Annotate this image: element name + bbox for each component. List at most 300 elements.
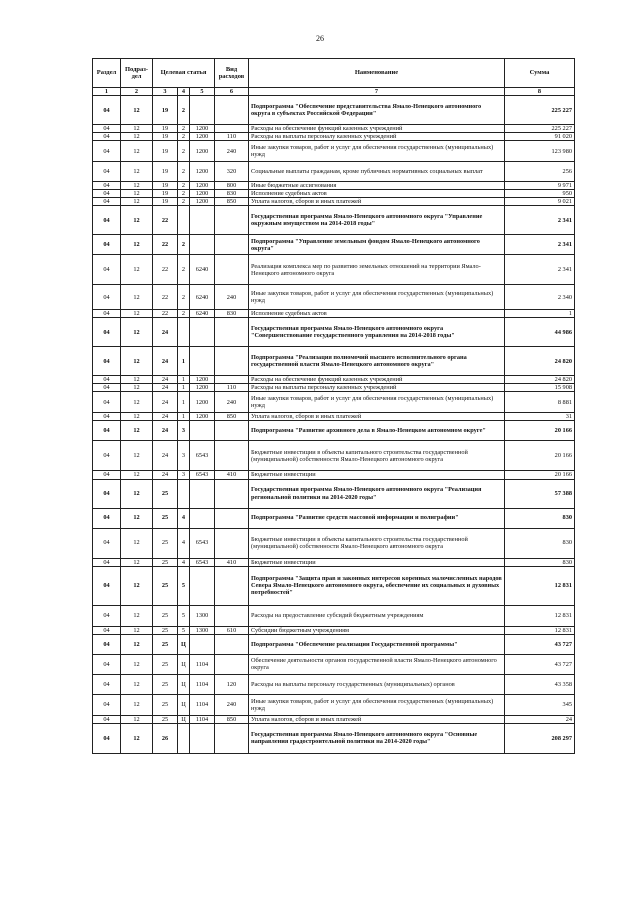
celevaya-code-cell bbox=[190, 421, 215, 441]
podrazdel-cell: 12 bbox=[121, 654, 153, 674]
table-row bbox=[93, 605, 575, 626]
celevaya-code-cell: 6543 bbox=[190, 528, 215, 558]
column-number: 3 bbox=[153, 88, 178, 96]
summa-cell: 2 341 bbox=[505, 255, 575, 285]
vid-rashodov-cell: 800 bbox=[215, 182, 249, 190]
table-row bbox=[93, 715, 575, 723]
celevaya-code-cell: 1200 bbox=[190, 182, 215, 190]
celevaya-s-cell: 3 bbox=[178, 471, 190, 479]
celevaya-code-cell: 1200 bbox=[190, 384, 215, 392]
podrazdel-cell: 12 bbox=[121, 318, 153, 347]
celevaya-code-cell: 6240 bbox=[190, 285, 215, 310]
naimenovanie-cell: Уплата налогов, сборов и иных платежей bbox=[249, 715, 505, 723]
table-body bbox=[93, 96, 575, 754]
celevaya-s-cell: 5 bbox=[178, 626, 190, 634]
summa-cell: 24 bbox=[505, 715, 575, 723]
summa-cell: 20 166 bbox=[505, 441, 575, 471]
naimenovanie-cell: Бюджетные инвестиции bbox=[249, 471, 505, 479]
table-row bbox=[93, 133, 575, 141]
podrazdel-cell: 12 bbox=[121, 528, 153, 558]
summa-cell: 225 227 bbox=[505, 96, 575, 125]
razdel-cell: 04 bbox=[93, 206, 121, 235]
podrazdel-cell: 12 bbox=[121, 133, 153, 141]
vid-rashodov-cell: 110 bbox=[215, 384, 249, 392]
celevaya-code-cell bbox=[190, 634, 215, 654]
celevaya-a-cell: 22 bbox=[153, 235, 178, 255]
podrazdel-cell: 12 bbox=[121, 508, 153, 528]
summa-cell: 830 bbox=[505, 528, 575, 558]
celevaya-a-cell: 25 bbox=[153, 566, 178, 605]
naimenovanie-cell: Подпрограмма "Развитие средств массовой информации и полиграфии" bbox=[249, 508, 505, 528]
celevaya-a-cell: 24 bbox=[153, 471, 178, 479]
celevaya-code-cell: 1200 bbox=[190, 392, 215, 413]
celevaya-a-cell: 19 bbox=[153, 96, 178, 125]
summa-cell: 12 831 bbox=[505, 605, 575, 626]
vid-rashodov-cell: 410 bbox=[215, 471, 249, 479]
celevaya-a-cell: 25 bbox=[153, 634, 178, 654]
summa-cell: 12 831 bbox=[505, 566, 575, 605]
celevaya-code-cell bbox=[190, 347, 215, 376]
celevaya-a-cell: 25 bbox=[153, 528, 178, 558]
celevaya-s-cell: 3 bbox=[178, 441, 190, 471]
celevaya-s-cell: 2 bbox=[178, 255, 190, 285]
razdel-cell: 04 bbox=[93, 413, 121, 421]
celevaya-s-cell: 2 bbox=[178, 235, 190, 255]
celevaya-s-cell bbox=[178, 318, 190, 347]
celevaya-code-cell: 1104 bbox=[190, 694, 215, 715]
naimenovanie-cell: Социальные выплаты гражданам, кроме публичных нормативных социальных выплат bbox=[249, 162, 505, 182]
razdel-cell: 04 bbox=[93, 558, 121, 566]
razdel-cell: 04 bbox=[93, 634, 121, 654]
naimenovanie-cell: Подпрограмма "Управление земельным фондом Ямало-Ненецкого автономного округа" bbox=[249, 235, 505, 255]
celevaya-a-cell: 24 bbox=[153, 392, 178, 413]
summa-cell: 31 bbox=[505, 413, 575, 421]
razdel-cell: 04 bbox=[93, 674, 121, 694]
razdel-cell: 04 bbox=[93, 285, 121, 310]
celevaya-a-cell: 25 bbox=[153, 558, 178, 566]
razdel-cell: 04 bbox=[93, 125, 121, 133]
vid-rashodov-cell bbox=[215, 723, 249, 753]
column-number-row bbox=[93, 88, 575, 96]
table-row bbox=[93, 384, 575, 392]
naimenovanie-cell: Государственная программа Ямало-Ненецкого автономного округа "Основные направления градостроительной политики на 2014-2020 годы" bbox=[249, 723, 505, 753]
summa-cell: 20 166 bbox=[505, 471, 575, 479]
summa-cell: 208 297 bbox=[505, 723, 575, 753]
summa-cell: 9 021 bbox=[505, 198, 575, 206]
table-row bbox=[93, 674, 575, 694]
header-row bbox=[93, 59, 575, 88]
celevaya-a-cell: 22 bbox=[153, 255, 178, 285]
celevaya-s-cell bbox=[178, 723, 190, 753]
column-number: 5 bbox=[190, 88, 215, 96]
column-number: 6 bbox=[215, 88, 249, 96]
celevaya-s-cell bbox=[178, 206, 190, 235]
naimenovanie-cell: Исполнение судебных актов bbox=[249, 190, 505, 198]
celevaya-s-cell: Ц bbox=[178, 694, 190, 715]
celevaya-a-cell: 19 bbox=[153, 162, 178, 182]
podrazdel-cell: 12 bbox=[121, 310, 153, 318]
razdel-cell: 04 bbox=[93, 723, 121, 753]
podrazdel-cell: 12 bbox=[121, 694, 153, 715]
naimenovanie-cell: Подпрограмма "Защита прав и законных интересов коренных малочисленных народов Севера Ямало-Ненецкого автономного округа, обеспечение их социальных и духовных потребностей" bbox=[249, 566, 505, 605]
vid-rashodov-cell: 830 bbox=[215, 190, 249, 198]
podrazdel-cell: 12 bbox=[121, 125, 153, 133]
celevaya-a-cell: 24 bbox=[153, 376, 178, 384]
summa-cell: 24 820 bbox=[505, 376, 575, 384]
vid-rashodov-cell: 410 bbox=[215, 558, 249, 566]
vid-rashodov-cell: 610 bbox=[215, 626, 249, 634]
celevaya-s-cell: 2 bbox=[178, 285, 190, 310]
razdel-cell: 04 bbox=[93, 479, 121, 508]
celevaya-a-cell: 25 bbox=[153, 508, 178, 528]
naimenovanie-cell: Уплата налогов, сборов и иных платежей bbox=[249, 198, 505, 206]
podrazdel-cell: 12 bbox=[121, 162, 153, 182]
celevaya-s-cell: 2 bbox=[178, 96, 190, 125]
podrazdel-cell: 12 bbox=[121, 285, 153, 310]
table-row bbox=[93, 471, 575, 479]
table-row bbox=[93, 634, 575, 654]
celevaya-code-cell: 1300 bbox=[190, 626, 215, 634]
razdel-cell: 04 bbox=[93, 471, 121, 479]
celevaya-s-cell bbox=[178, 479, 190, 508]
celevaya-a-cell: 22 bbox=[153, 206, 178, 235]
summa-cell: 24 820 bbox=[505, 347, 575, 376]
celevaya-a-cell: 24 bbox=[153, 421, 178, 441]
summa-cell: 91 020 bbox=[505, 133, 575, 141]
celevaya-a-cell: 19 bbox=[153, 198, 178, 206]
vid-rashodov-cell bbox=[215, 206, 249, 235]
celevaya-a-cell: 25 bbox=[153, 626, 178, 634]
podrazdel-cell: 12 bbox=[121, 674, 153, 694]
table-row bbox=[93, 479, 575, 508]
header-razdel: Раздел bbox=[93, 59, 121, 88]
header-naimenovanie: Наименование bbox=[249, 59, 505, 88]
celevaya-s-cell: 1 bbox=[178, 413, 190, 421]
celevaya-s-cell: 4 bbox=[178, 528, 190, 558]
celevaya-code-cell: 1104 bbox=[190, 715, 215, 723]
razdel-cell: 04 bbox=[93, 198, 121, 206]
celevaya-s-cell: 5 bbox=[178, 566, 190, 605]
podrazdel-cell: 12 bbox=[121, 376, 153, 384]
table-row bbox=[93, 162, 575, 182]
vid-rashodov-cell bbox=[215, 479, 249, 508]
celevaya-a-cell: 25 bbox=[153, 605, 178, 626]
vid-rashodov-cell bbox=[215, 605, 249, 626]
celevaya-s-cell: Ц bbox=[178, 674, 190, 694]
celevaya-a-cell: 19 bbox=[153, 190, 178, 198]
celevaya-s-cell: 2 bbox=[178, 182, 190, 190]
razdel-cell: 04 bbox=[93, 190, 121, 198]
naimenovanie-cell: Подпрограмма "Обеспечение представительства Ямало-Ненецкого автономного округа в субъектах Российской Федерации" bbox=[249, 96, 505, 125]
celevaya-a-cell: 19 bbox=[153, 141, 178, 162]
header-podrazdel: Подраз-дел bbox=[121, 59, 153, 88]
vid-rashodov-cell: 240 bbox=[215, 392, 249, 413]
celevaya-s-cell: 2 bbox=[178, 133, 190, 141]
celevaya-a-cell: 24 bbox=[153, 347, 178, 376]
naimenovanie-cell: Подпрограмма "Обеспечение реализации Государственной программы" bbox=[249, 634, 505, 654]
table-row bbox=[93, 190, 575, 198]
table-row bbox=[93, 413, 575, 421]
table-row bbox=[93, 141, 575, 162]
column-number: 2 bbox=[121, 88, 153, 96]
celevaya-s-cell: 2 bbox=[178, 198, 190, 206]
summa-cell: 225 227 bbox=[505, 125, 575, 133]
naimenovanie-cell: Иные закупки товаров, работ и услуг для обеспечения государственных (муниципальных) нужд bbox=[249, 141, 505, 162]
razdel-cell: 04 bbox=[93, 566, 121, 605]
razdel-cell: 04 bbox=[93, 96, 121, 125]
razdel-cell: 04 bbox=[93, 508, 121, 528]
celevaya-code-cell bbox=[190, 206, 215, 235]
vid-rashodov-cell: 320 bbox=[215, 162, 249, 182]
summa-cell: 830 bbox=[505, 508, 575, 528]
table-row bbox=[93, 376, 575, 384]
vid-rashodov-cell: 830 bbox=[215, 310, 249, 318]
summa-cell: 2 341 bbox=[505, 206, 575, 235]
budget-table bbox=[92, 58, 575, 754]
naimenovanie-cell: Государственная программа Ямало-Ненецкого автономного округа "Управление окружным имуществом на 2014-2018 годы" bbox=[249, 206, 505, 235]
vid-rashodov-cell: 240 bbox=[215, 141, 249, 162]
table-row bbox=[93, 285, 575, 310]
summa-cell: 256 bbox=[505, 162, 575, 182]
naimenovanie-cell: Расходы на выплаты персоналу казенных учреждений bbox=[249, 133, 505, 141]
naimenovanie-cell: Иные бюджетные ассигнования bbox=[249, 182, 505, 190]
table-row bbox=[93, 723, 575, 753]
summa-cell: 43 727 bbox=[505, 654, 575, 674]
celevaya-s-cell: Ц bbox=[178, 654, 190, 674]
podrazdel-cell: 12 bbox=[121, 723, 153, 753]
razdel-cell: 04 bbox=[93, 626, 121, 634]
table-row bbox=[93, 654, 575, 674]
celevaya-code-cell: 6543 bbox=[190, 558, 215, 566]
vid-rashodov-cell: 240 bbox=[215, 285, 249, 310]
celevaya-code-cell bbox=[190, 235, 215, 255]
celevaya-s-cell: 2 bbox=[178, 162, 190, 182]
celevaya-a-cell: 24 bbox=[153, 384, 178, 392]
vid-rashodov-cell bbox=[215, 125, 249, 133]
podrazdel-cell: 12 bbox=[121, 255, 153, 285]
summa-cell: 345 bbox=[505, 694, 575, 715]
table-row bbox=[93, 694, 575, 715]
summa-cell: 2 340 bbox=[505, 285, 575, 310]
podrazdel-cell: 12 bbox=[121, 198, 153, 206]
naimenovanie-cell: Уплата налогов, сборов и иных платежей bbox=[249, 413, 505, 421]
celevaya-code-cell: 6543 bbox=[190, 471, 215, 479]
celevaya-a-cell: 24 bbox=[153, 413, 178, 421]
razdel-cell: 04 bbox=[93, 715, 121, 723]
celevaya-code-cell: 1300 bbox=[190, 605, 215, 626]
razdel-cell: 04 bbox=[93, 162, 121, 182]
table-row bbox=[93, 235, 575, 255]
celevaya-a-cell: 24 bbox=[153, 318, 178, 347]
razdel-cell: 04 bbox=[93, 318, 121, 347]
razdel-cell: 04 bbox=[93, 528, 121, 558]
naimenovanie-cell: Расходы на выплаты персоналу государственных (муниципальных) органов bbox=[249, 674, 505, 694]
podrazdel-cell: 12 bbox=[121, 479, 153, 508]
naimenovanie-cell: Расходы на предоставление субсидий бюджетным учреждениям bbox=[249, 605, 505, 626]
celevaya-a-cell: 25 bbox=[153, 694, 178, 715]
table-row bbox=[93, 198, 575, 206]
celevaya-code-cell: 1200 bbox=[190, 125, 215, 133]
celevaya-s-cell: 1 bbox=[178, 347, 190, 376]
celevaya-a-cell: 26 bbox=[153, 723, 178, 753]
podrazdel-cell: 12 bbox=[121, 141, 153, 162]
naimenovanie-cell: Исполнение судебных актов bbox=[249, 310, 505, 318]
podrazdel-cell: 12 bbox=[121, 626, 153, 634]
summa-cell: 830 bbox=[505, 558, 575, 566]
table-row bbox=[93, 626, 575, 634]
vid-rashodov-cell: 850 bbox=[215, 198, 249, 206]
celevaya-code-cell: 1104 bbox=[190, 674, 215, 694]
celevaya-code-cell: 1104 bbox=[190, 654, 215, 674]
celevaya-a-cell: 19 bbox=[153, 133, 178, 141]
celevaya-s-cell: 2 bbox=[178, 190, 190, 198]
celevaya-s-cell: 1 bbox=[178, 376, 190, 384]
razdel-cell: 04 bbox=[93, 376, 121, 384]
razdel-cell: 04 bbox=[93, 654, 121, 674]
table-row bbox=[93, 347, 575, 376]
table-row bbox=[93, 182, 575, 190]
table-row bbox=[93, 206, 575, 235]
celevaya-s-cell: 1 bbox=[178, 392, 190, 413]
celevaya-s-cell: 2 bbox=[178, 125, 190, 133]
table-row bbox=[93, 558, 575, 566]
celevaya-a-cell: 25 bbox=[153, 479, 178, 508]
razdel-cell: 04 bbox=[93, 141, 121, 162]
celevaya-a-cell: 24 bbox=[153, 441, 178, 471]
celevaya-s-cell: Ц bbox=[178, 715, 190, 723]
vid-rashodov-cell bbox=[215, 634, 249, 654]
celevaya-s-cell: 4 bbox=[178, 508, 190, 528]
summa-cell: 2 341 bbox=[505, 235, 575, 255]
table-row bbox=[93, 96, 575, 125]
razdel-cell: 04 bbox=[93, 235, 121, 255]
vid-rashodov-cell bbox=[215, 566, 249, 605]
naimenovanie-cell: Иные закупки товаров, работ и услуг для обеспечения государственных (муниципальных) нужд bbox=[249, 694, 505, 715]
naimenovanie-cell: Расходы на обеспечение функций казенных учреждений bbox=[249, 376, 505, 384]
vid-rashodov-cell bbox=[215, 654, 249, 674]
naimenovanie-cell: Расходы на выплаты персоналу казенных учреждений bbox=[249, 384, 505, 392]
column-number: 7 bbox=[249, 88, 505, 96]
vid-rashodov-cell bbox=[215, 528, 249, 558]
razdel-cell: 04 bbox=[93, 441, 121, 471]
razdel-cell: 04 bbox=[93, 182, 121, 190]
summa-cell: 1 bbox=[505, 310, 575, 318]
vid-rashodov-cell bbox=[215, 255, 249, 285]
celevaya-a-cell: 19 bbox=[153, 125, 178, 133]
vid-rashodov-cell bbox=[215, 96, 249, 125]
celevaya-a-cell: 25 bbox=[153, 654, 178, 674]
celevaya-a-cell: 19 bbox=[153, 182, 178, 190]
celevaya-a-cell: 25 bbox=[153, 674, 178, 694]
naimenovanie-cell: Иные закупки товаров, работ и услуг для обеспечения государственных (муниципальных) нужд bbox=[249, 285, 505, 310]
table-row bbox=[93, 421, 575, 441]
celevaya-code-cell: 1200 bbox=[190, 162, 215, 182]
celevaya-code-cell: 6240 bbox=[190, 310, 215, 318]
razdel-cell: 04 bbox=[93, 347, 121, 376]
summa-cell: 123 980 bbox=[505, 141, 575, 162]
naimenovanie-cell: Подпрограмма "Развитие архивного дела в Ямало-Ненецком автономном округе" bbox=[249, 421, 505, 441]
podrazdel-cell: 12 bbox=[121, 190, 153, 198]
column-number: 8 bbox=[505, 88, 575, 96]
razdel-cell: 04 bbox=[93, 694, 121, 715]
summa-cell: 8 881 bbox=[505, 392, 575, 413]
celevaya-code-cell: 1200 bbox=[190, 190, 215, 198]
razdel-cell: 04 bbox=[93, 605, 121, 626]
naimenovanie-cell: Бюджетные инвестиции в объекты капитального строительства государственной (муниципальной) собственности Ямало-Ненецкого автономного округа bbox=[249, 441, 505, 471]
naimenovanie-cell: Обеспечение деятельности органов государственной власти Ямало-Ненецкого автономного округа bbox=[249, 654, 505, 674]
razdel-cell: 04 bbox=[93, 384, 121, 392]
celevaya-code-cell: 1200 bbox=[190, 133, 215, 141]
naimenovanie-cell: Расходы на обеспечение функций казенных учреждений bbox=[249, 125, 505, 133]
razdel-cell: 04 bbox=[93, 392, 121, 413]
celevaya-code-cell: 1200 bbox=[190, 413, 215, 421]
vid-rashodov-cell bbox=[215, 235, 249, 255]
razdel-cell: 04 bbox=[93, 133, 121, 141]
vid-rashodov-cell: 850 bbox=[215, 413, 249, 421]
podrazdel-cell: 12 bbox=[121, 421, 153, 441]
summa-cell: 9 971 bbox=[505, 182, 575, 190]
podrazdel-cell: 12 bbox=[121, 634, 153, 654]
podrazdel-cell: 12 bbox=[121, 441, 153, 471]
vid-rashodov-cell: 850 bbox=[215, 715, 249, 723]
podrazdel-cell: 12 bbox=[121, 715, 153, 723]
summa-cell: 43 727 bbox=[505, 634, 575, 654]
summa-cell: 20 166 bbox=[505, 421, 575, 441]
vid-rashodov-cell bbox=[215, 508, 249, 528]
table-row bbox=[93, 528, 575, 558]
naimenovanie-cell: Подпрограмма "Реализация полномочий высшего исполнительного органа государственной власти Ямало-Ненецкого автономного округа" bbox=[249, 347, 505, 376]
table-row bbox=[93, 255, 575, 285]
podrazdel-cell: 12 bbox=[121, 384, 153, 392]
celevaya-s-cell: 2 bbox=[178, 141, 190, 162]
celevaya-code-cell: 1200 bbox=[190, 141, 215, 162]
vid-rashodov-cell bbox=[215, 376, 249, 384]
table-row bbox=[93, 310, 575, 318]
header-summa: Сумма bbox=[505, 59, 575, 88]
podrazdel-cell: 12 bbox=[121, 347, 153, 376]
vid-rashodov-cell bbox=[215, 421, 249, 441]
summa-cell: 15 908 bbox=[505, 384, 575, 392]
razdel-cell: 04 bbox=[93, 310, 121, 318]
celevaya-code-cell: 1200 bbox=[190, 376, 215, 384]
header-vid-rashodov: Вид расходов bbox=[215, 59, 249, 88]
page-number: 26 bbox=[316, 34, 324, 43]
summa-cell: 43 358 bbox=[505, 674, 575, 694]
table-row bbox=[93, 508, 575, 528]
celevaya-s-cell: 1 bbox=[178, 384, 190, 392]
celevaya-a-cell: 22 bbox=[153, 285, 178, 310]
table-row bbox=[93, 566, 575, 605]
celevaya-s-cell: Ц bbox=[178, 634, 190, 654]
celevaya-code-cell: 6240 bbox=[190, 255, 215, 285]
podrazdel-cell: 12 bbox=[121, 471, 153, 479]
summa-cell: 950 bbox=[505, 190, 575, 198]
celevaya-code-cell: 1200 bbox=[190, 198, 215, 206]
podrazdel-cell: 12 bbox=[121, 566, 153, 605]
celevaya-code-cell: 6543 bbox=[190, 441, 215, 471]
naimenovanie-cell: Государственная программа Ямало-Ненецкого автономного округа "Совершенствование государственного управления на 2014-2018 годы" bbox=[249, 318, 505, 347]
celevaya-s-cell: 2 bbox=[178, 310, 190, 318]
vid-rashodov-cell bbox=[215, 318, 249, 347]
naimenovanie-cell: Реализация комплекса мер по развитию земельных отношений на территории Ямало-Ненецкого автономного округа bbox=[249, 255, 505, 285]
naimenovanie-cell: Иные закупки товаров, работ и услуг для обеспечения государственных (муниципальных) нужд bbox=[249, 392, 505, 413]
celevaya-code-cell bbox=[190, 508, 215, 528]
summa-cell: 12 831 bbox=[505, 626, 575, 634]
summa-cell: 44 986 bbox=[505, 318, 575, 347]
podrazdel-cell: 12 bbox=[121, 558, 153, 566]
vid-rashodov-cell: 110 bbox=[215, 133, 249, 141]
podrazdel-cell: 12 bbox=[121, 235, 153, 255]
